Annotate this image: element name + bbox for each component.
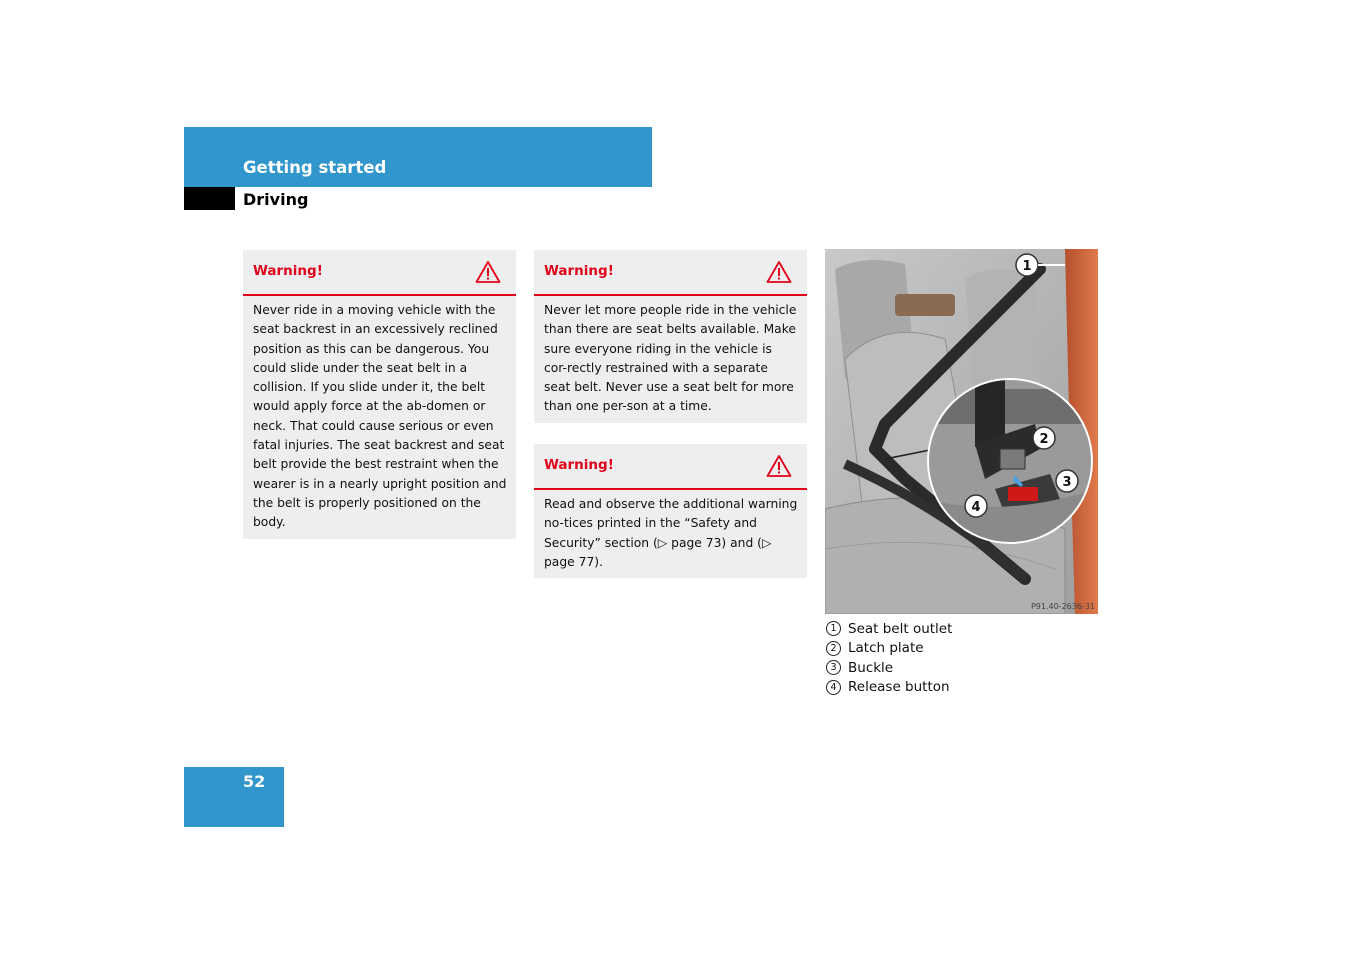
legend-number: 3: [826, 660, 841, 675]
warning-box-additional-notices: [534, 444, 807, 578]
warning-text: Never ride in a moving vehicle with the seat backrest in an excessively reclined position as this can be dangerous. You could slide under the seat belt in a collision. If you slide under it, the belt would apply force at the ab-domen or neck. That could cause serious or even fatal injuries. The seat backrest and seat belt provide the best restraint when the wearer is in a nearly upright position and the belt is properly positioned on the body.: [253, 303, 507, 530]
warning-label: Warning!: [253, 263, 323, 279]
page-number: 52: [243, 772, 266, 791]
svg-text:4: 4: [971, 500, 981, 515]
legend-item: [826, 619, 952, 639]
legend-label: Buckle: [848, 659, 894, 676]
callout-4: [965, 495, 987, 517]
warning-text: Never let more people ride in the vehicle than there are seat belts available. Make sure everyone riding in the vehicle is cor-rectly restrained with a separate seat belt. Never use a seat belt for more than one per-son at a time.: [544, 303, 797, 414]
warning-label: Warning!: [544, 263, 614, 279]
seat-belt-drawing: [825, 249, 1098, 614]
warning-box-reclined-seat: [243, 250, 516, 539]
section-title: Driving: [243, 190, 309, 209]
page-number-box: [184, 767, 284, 827]
legend-label: Seat belt outlet: [848, 620, 953, 637]
header-bar: [184, 127, 652, 187]
svg-text:1: 1: [1022, 259, 1032, 274]
warning-label: Warning!: [544, 457, 614, 473]
chapter-title: Getting started: [243, 158, 387, 177]
svg-text:3: 3: [1062, 475, 1072, 490]
legend-item: [826, 678, 952, 698]
illustration-code: P91.40-2636-31: [1030, 602, 1095, 611]
svg-text:2: 2: [1039, 432, 1049, 447]
illustration-legend: [826, 619, 952, 697]
warning-header: [243, 250, 516, 296]
callout-2: [1033, 427, 1055, 449]
legend-item: [826, 639, 952, 659]
warning-triangle-icon: [766, 454, 792, 478]
seat-belt-illustration: [825, 249, 1098, 614]
legend-label: Latch plate: [848, 640, 924, 657]
legend-label: Release button: [848, 679, 950, 696]
warning-text: Read and observe the additional warning no-tices printed in the “Safety and Security” section (▷ page 73) and (▷ page 77).: [544, 497, 798, 569]
legend-number: 2: [826, 641, 841, 656]
warning-triangle-icon: [475, 260, 501, 284]
callout-3: [1056, 470, 1078, 492]
legend-number: 1: [826, 621, 841, 636]
legend-item: [826, 658, 952, 678]
warning-header: [534, 444, 807, 490]
warning-header: [534, 250, 807, 296]
legend-number: 4: [826, 680, 841, 695]
section-marker: [184, 187, 235, 210]
warning-box-seat-belt-count: [534, 250, 807, 423]
warning-triangle-icon: [766, 260, 792, 284]
